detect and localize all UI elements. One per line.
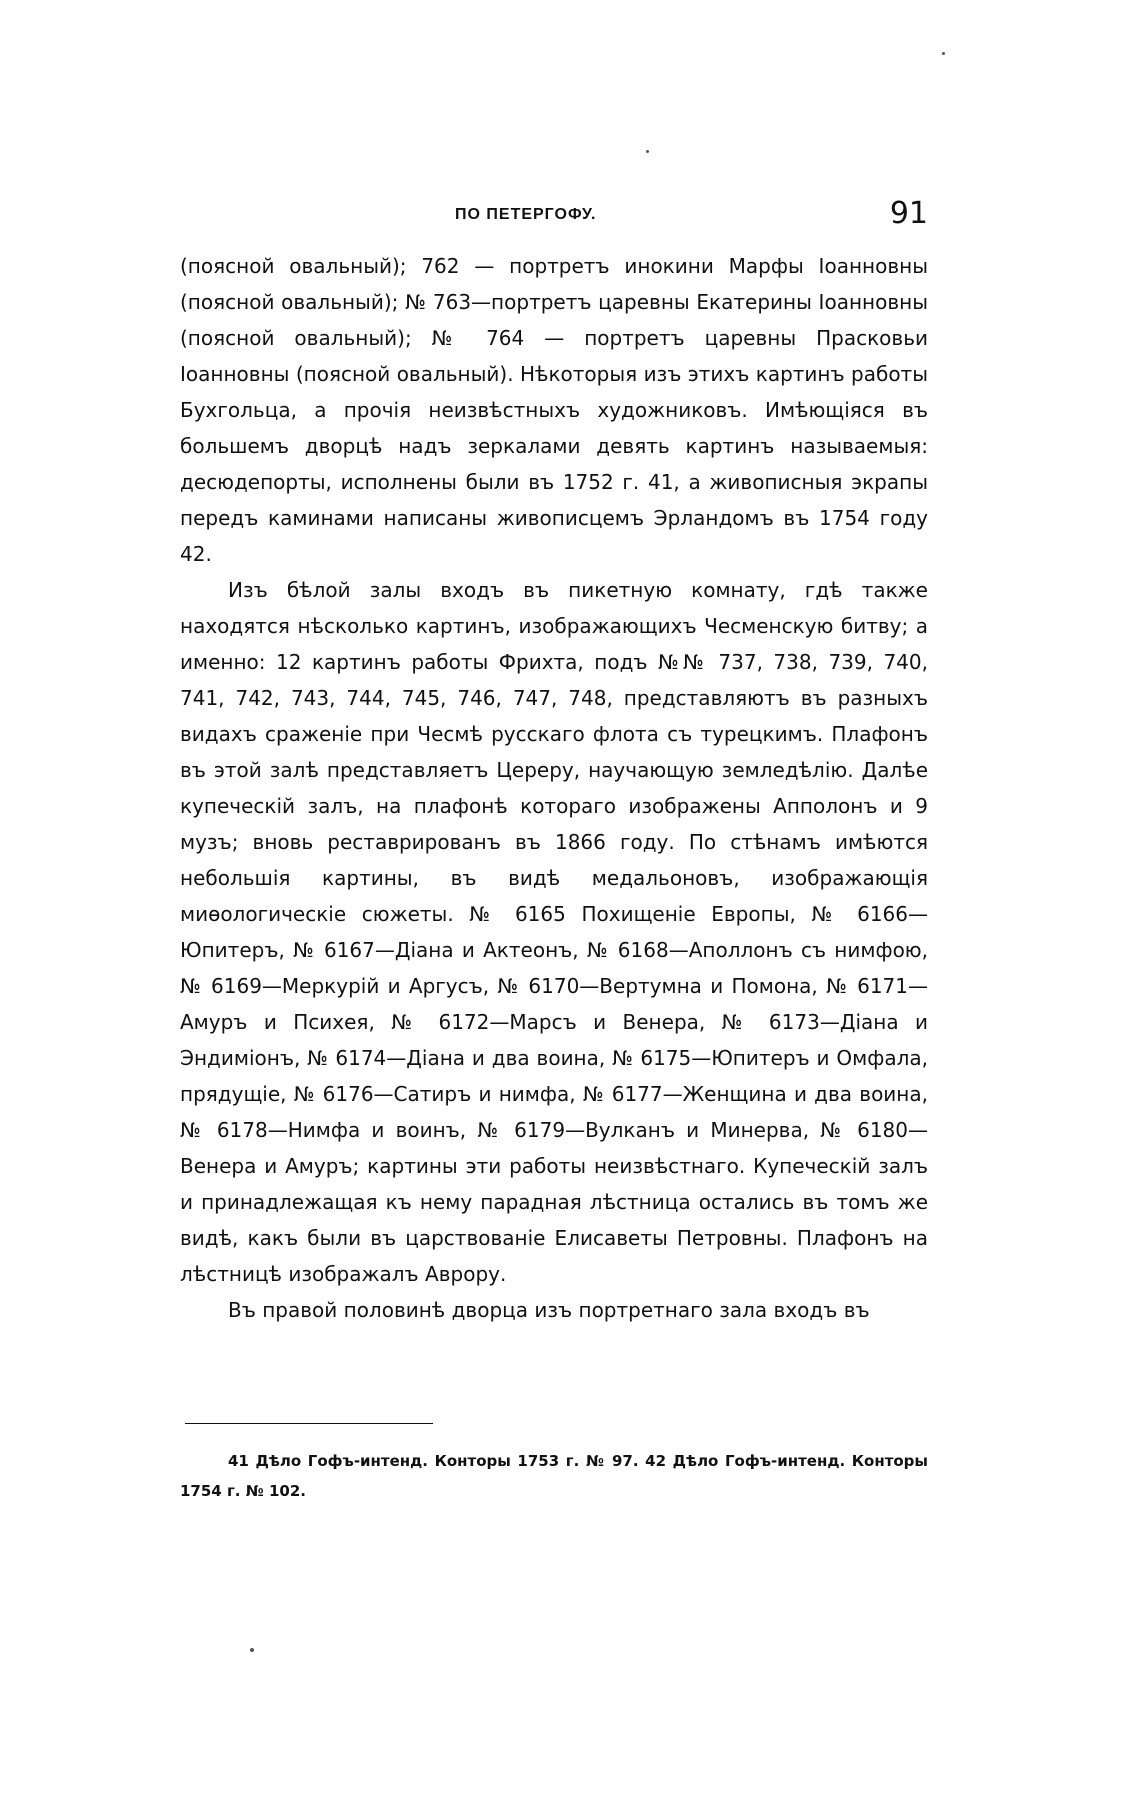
paragraph-2: Изъ бѣлой залы входъ въ пикетную комнату, гдѣ также находятся нѣсколько картинъ, изображающихъ Чесменскую битву; а именно: 12 картинъ работы Фрихта, подъ №№ 737, 738, 739, 740, 741, 742, 743, 744, 745, 746, 747, 748, представляютъ въ разныхъ видахъ сраженіе при Чесмѣ русскаго флота съ турецкимъ. Плафонъ въ этой залѣ представляетъ Цереру, научающую земледѣлію. Далѣе купеческій залъ, на плафонѣ котораго изображены Апполонъ и 9 музъ; вновь реставрированъ въ 1866 году. По стѣнамъ имѣются небольшія картины, въ видѣ медальоновъ, изображающія миѳологическіе сюжеты. № 6165 Похищеніе Европы, № 6166—Юпитеръ, № 6167—Діана и Актеонъ, № 6168—Аполлонъ съ нимфою, № 6169—Меркурій и Аргусъ, № 6170—Вертумна и Помона, № 6171—Амуръ и Психея, № 6172—Марсъ и Венера, № 6173—Діана и Эндиміонъ, № 6174—Діана и два воина, № 6175—Юпитеръ и Омфала, прядущіе, № 6176—Сатиръ и нимфа, № 6177—Женщина и два воина, № 6178—Нимфа и воинъ, № 6179—Вулканъ и Минерва, № 6180—Венера и Амуръ; картины эти работы неизвѣстнаго. Купеческій залъ и принадлежащая къ нему парадная лѣстница остались въ томъ же видѣ, какъ были въ царствованіе Елисаветы Петровны. Плафонъ на лѣстницѣ изображалъ Аврору. bbox=[180, 578, 928, 1286]
running-head bbox=[180, 196, 928, 236]
footnotes: 41 Дѣло Гофъ-интенд. Конторы 1753 г. № 97. 42 Дѣло Гофъ-интенд. Конторы 1754 г. № 102. bbox=[180, 1452, 928, 1500]
running-title: ПО ПЕТЕРГОФУ. bbox=[455, 206, 597, 223]
paragraph-1: (поясной овальный); 762 — портретъ инокини Марфы Іоанновны (поясной овальный); № 763—портретъ царевны Екатерины Іоанновны (поясной овальный); № 764 — портретъ царевны Прасковьи Іоанновны (поясной овальный). Нѣкоторыя изъ этихъ картинъ работы Бухгольца, а прочія неизвѣстныхъ художниковъ. Имѣющіяся въ большемъ дворцѣ надъ зеркалами девять картинъ называемыя: десюдепорты, исполнены были въ 1752 г. 41, а живописныя экрапы передъ каминами написаны живописцемъ Эрландомъ въ 1754 году 42. bbox=[180, 254, 928, 566]
paper-speck bbox=[250, 1648, 254, 1652]
paper-speck bbox=[942, 52, 945, 55]
body-text bbox=[180, 248, 928, 1328]
page-number: 91 bbox=[889, 196, 928, 231]
paragraph-3: Въ правой половинѣ дворца изъ портретнаго зала входъ въ bbox=[228, 1298, 870, 1322]
footnote-rule bbox=[185, 1423, 433, 1424]
paper-speck bbox=[646, 150, 649, 153]
